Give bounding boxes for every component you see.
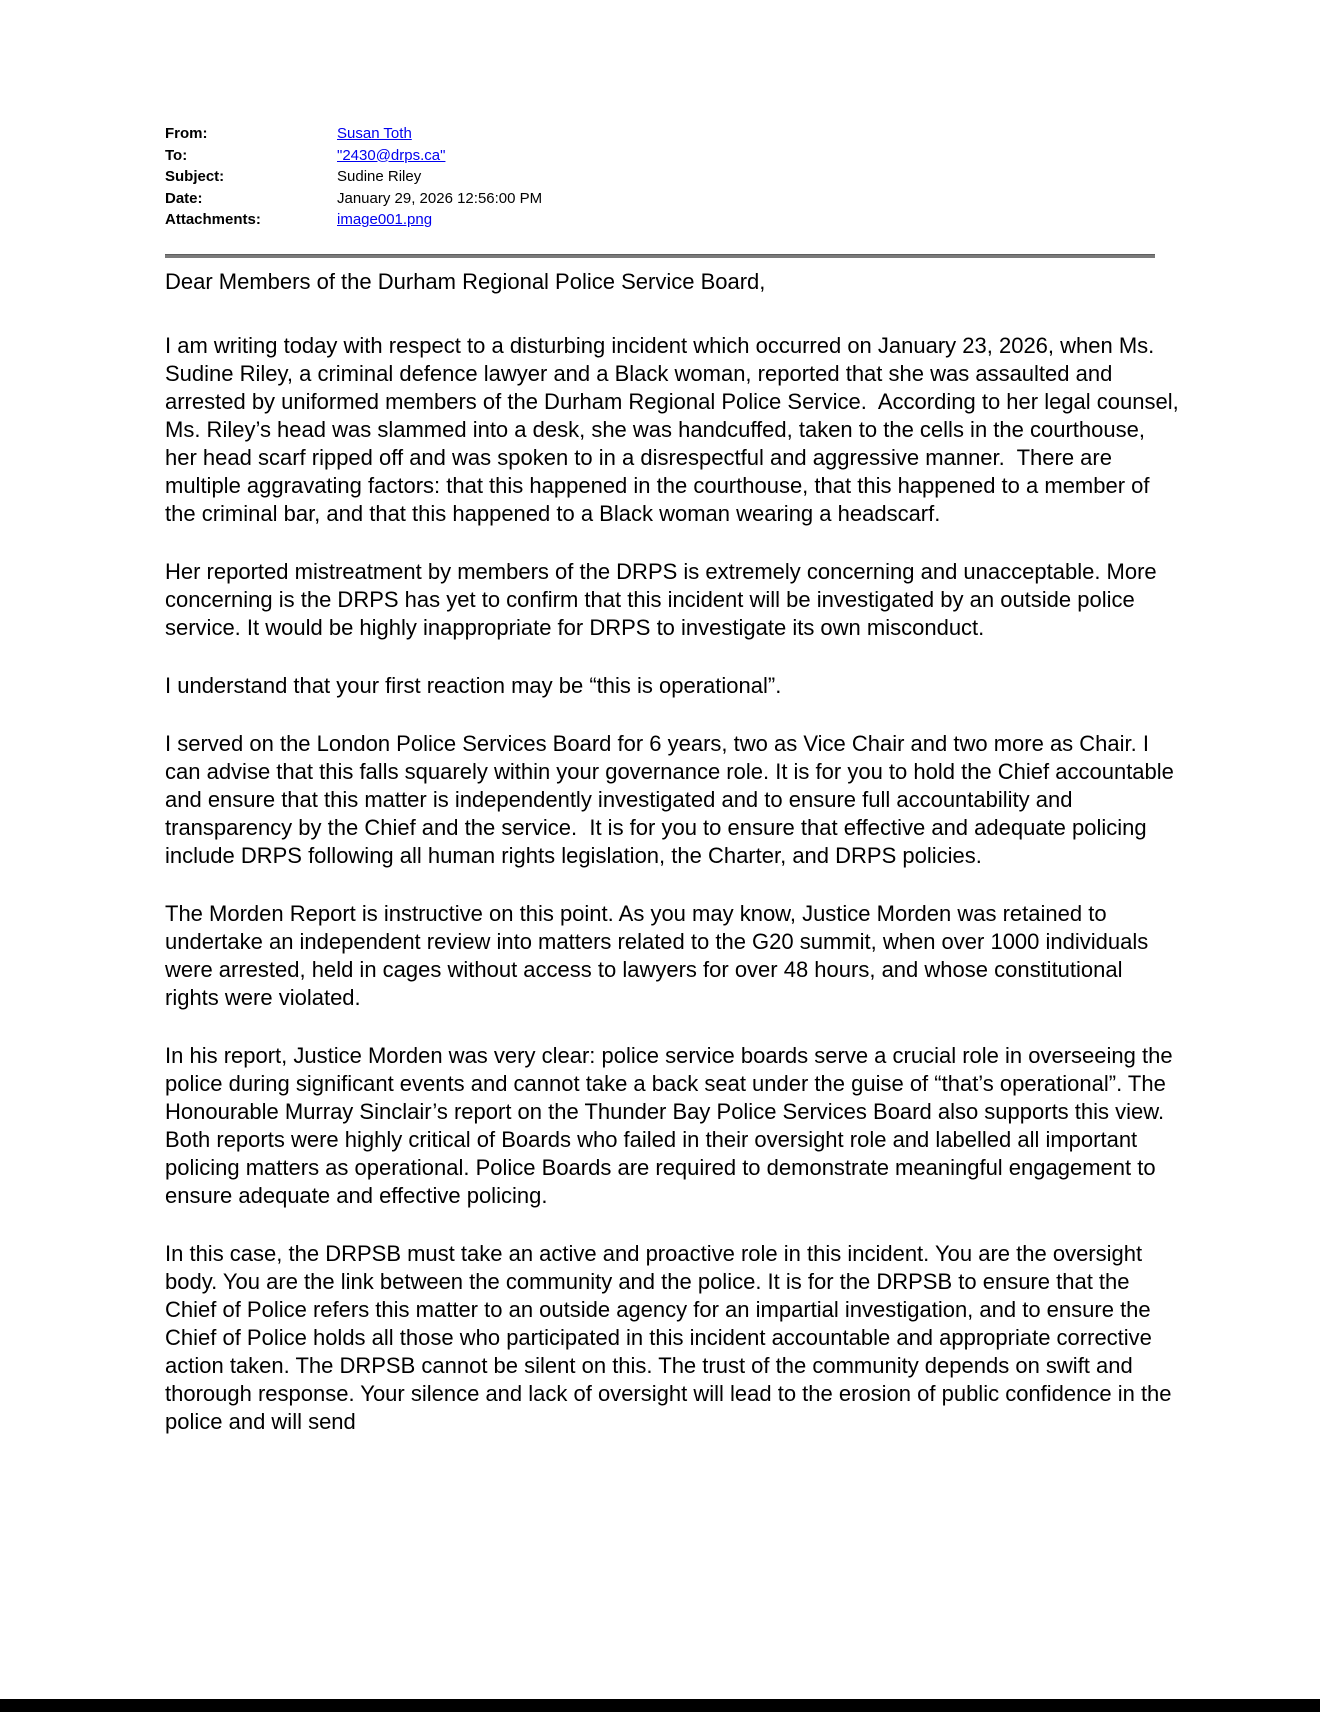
header-row-from bbox=[165, 123, 1180, 145]
from-link[interactable]: Susan Toth bbox=[337, 125, 412, 142]
paragraph-incident: I am writing today with respect to a disturbing incident which occurred on January 23, 2026, when Ms. Sudine Riley, a criminal defence lawyer and a Black woman, reported that she was assaulted and arrested by uniformed members of the Durham Regional Police Service. According to her legal counsel, Ms. Riley’s head was slammed into a desk, she was handcuffed, taken to the cells in the courthouse, her head scarf ripped off and was spoken to in a disrespectful and aggressive manner. There are multiple aggravating factors: that this happened in the courthouse, that this happened to a member of the criminal bar, and that this happened to a Black woman wearing a headscarf. bbox=[165, 332, 1185, 526]
paragraph-board-role: In his report, Justice Morden was very clear: police service boards serve a crucial role in overseeing the police during significant events and cannot take a back seat under the guise of “that’s operational”. The Honourable Murray Sinclair’s report on the Thunder Bay Police Services Board also supports this view. Both reports were highly critical of Boards who failed in their oversight role and labelled all important policing matters as operational. Police Boards are required to demonstrate meaningful engagement to ensure adequate and effective policing. bbox=[165, 1042, 1179, 1208]
to-label: To: bbox=[165, 146, 188, 164]
subject-value: Sudine Riley bbox=[337, 168, 422, 185]
email-header bbox=[165, 123, 1180, 231]
paragraph-governance: I served on the London Police Services Board for 6 years, two as Vice Chair and two more as Chair. I can advise that this falls squarely within your governance role. It is for you to hold the Chief accountable and ensure that this matter is independently investigated and to ensure full accountability and transparency by the Chief and the service. It is for you to ensure that effective and adequate policing include DRPS following all human rights legislation, the Charter, and DRPS policies. bbox=[165, 730, 1181, 868]
date-label: Date: bbox=[165, 189, 203, 207]
paragraph-operational: I understand that your first reaction may be “this is operational”. bbox=[165, 672, 782, 698]
date-value: January 29, 2026 12:56:00 PM bbox=[337, 189, 543, 207]
from-label: From: bbox=[165, 125, 208, 142]
header-row-date bbox=[165, 188, 1180, 210]
email-body bbox=[165, 268, 1185, 1436]
attachment-link[interactable]: image001.png bbox=[337, 211, 433, 228]
paragraph-drpsb-action: In this case, the DRPSB must take an active and proactive role in this incident. You are the oversight body. You are the link between the community and the police. It is for the DRPSB to ensure that the Chief of Police refers this matter to an outside agency for an impartial investigation, and to ensure the Chief of Police holds all those who participated in this incident accountable and appropriate corrective action taken. The DRPSB cannot be silent on this. The trust of the community depends on swift and thorough response. Your silence and lack of oversight will lead to the erosion of public confidence in the police and will send bbox=[165, 1240, 1178, 1434]
to-link[interactable]: "2430@drps.ca" bbox=[337, 146, 446, 164]
header-row-subject bbox=[165, 166, 1180, 188]
bottom-black-bar bbox=[0, 1699, 1320, 1712]
email-document bbox=[165, 123, 1185, 1436]
paragraph-morden-report: The Morden Report is instructive on this point. As you may know, Justice Morden was retained to undertake an independent review into matters related to the G20 summit, when over 1000 individuals were arrested, held in cages without access to lawyers for over 48 hours, and whose constitutional rights were violated. bbox=[165, 900, 1155, 1010]
paragraph-mistreatment: Her reported mistreatment by members of the DRPS is extremely concerning and unacceptable. More concerning is the DRPS has yet to confirm that this incident will be investigated by an outside police service. It would be highly inappropriate for DRPS to investigate its own misconduct. bbox=[165, 558, 1163, 640]
header-divider bbox=[165, 254, 1155, 258]
salutation: Dear Members of the Durham Regional Police Service Board, bbox=[165, 268, 766, 294]
subject-label: Subject: bbox=[165, 168, 225, 185]
attachments-label: Attachments: bbox=[165, 211, 261, 228]
header-row-attachments bbox=[165, 209, 1180, 231]
header-row-to bbox=[165, 145, 1180, 167]
